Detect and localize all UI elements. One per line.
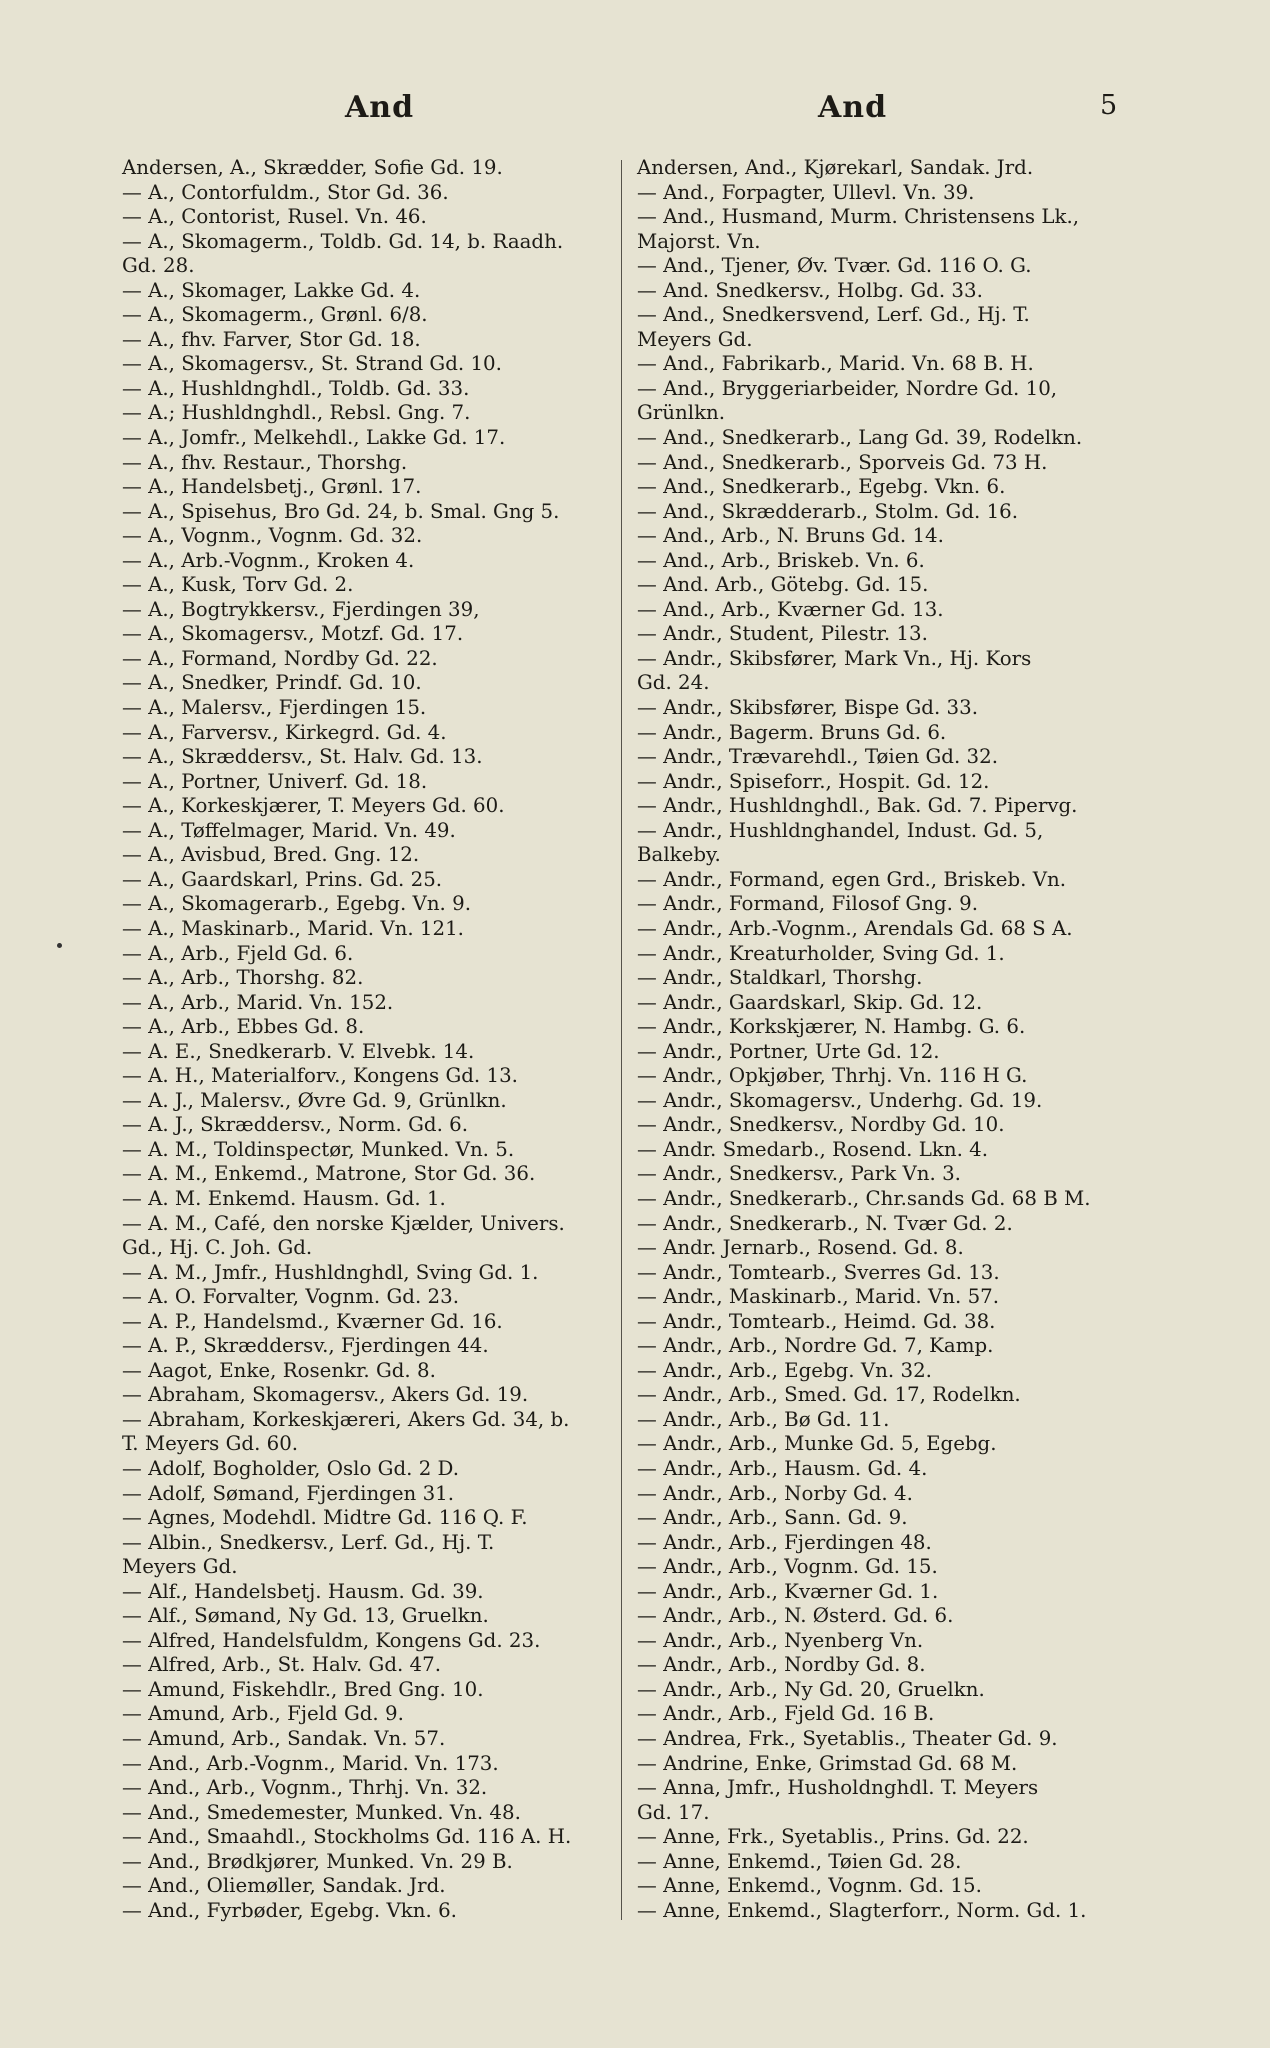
page-number: 5 bbox=[1100, 90, 1119, 121]
directory-entry-line: Majorst. Vn. bbox=[637, 229, 761, 253]
directory-entry-line: — A., Portner, Univerf. Gd. 18. bbox=[122, 769, 428, 793]
directory-entry-line: — A., Contorfuldm., Stor Gd. 36. bbox=[122, 180, 449, 204]
directory-entry-line: — Andr., Arb., Nordby Gd. 8. bbox=[637, 1653, 926, 1677]
directory-entry-line: — Andr., Snedkersv., Park Vn. 3. bbox=[637, 1162, 961, 1186]
directory-entry-line: — A. M., Café, den norske Kjælder, Univers. bbox=[122, 1211, 565, 1235]
directory-entry-line: — Anne, Enkemd., Tøien Gd. 28. bbox=[637, 1849, 962, 1873]
directory-entry-line: — A., Spisehus, Bro Gd. 24, b. Smal. Gng 5. bbox=[122, 499, 560, 523]
directory-entry-line: — Andr., Kreaturholder, Sving Gd. 1. bbox=[637, 941, 1005, 965]
directory-entry-line: — Anne, Enkemd., Slagterforr., Norm. Gd. 1. bbox=[637, 1898, 1087, 1922]
directory-entry-line: — A. O. Forvalter, Vognm. Gd. 23. bbox=[122, 1285, 459, 1309]
directory-entry-line: — Andr., Korkskjærer, N. Hambg. G. 6. bbox=[637, 1015, 1026, 1039]
directory-entry-line: — A. J., Malersv., Øvre Gd. 9, Grünlkn. bbox=[122, 1088, 507, 1112]
directory-entry-line: — A., Tøffelmager, Marid. Vn. 49. bbox=[122, 818, 456, 842]
directory-entry-line: — Andrea, Frk., Syetablis., Theater Gd. 9. bbox=[637, 1727, 1058, 1750]
directory-entry-line: Balkeby. bbox=[637, 843, 721, 867]
directory-entry-line: — A., Bogtrykkersv., Fjerdingen 39, bbox=[122, 597, 480, 621]
directory-entry-line: — Andr., Arb., Munke Gd. 5, Egebg. bbox=[637, 1432, 997, 1456]
directory-entry-line: — Amund, Fiskehdlr., Bred Gng. 10. bbox=[122, 1677, 484, 1701]
directory-entry-line: — And., Fyrbøder, Egebg. Vkn. 6. bbox=[122, 1898, 457, 1922]
directory-entry-line: — Andr., Staldkarl, Thorshg. bbox=[637, 966, 923, 990]
right-column bbox=[637, 156, 1142, 1923]
directory-entry-line: — A.; Hushldnghdl., Rebsl. Gng. 7. bbox=[122, 401, 471, 425]
directory-entry-line: — Alfred, Handelsfuldm, Kongens Gd. 23. bbox=[122, 1628, 541, 1652]
column-divider bbox=[621, 160, 622, 1920]
directory-entry-line: — Adolf, Sømand, Fjerdingen 31. bbox=[122, 1481, 455, 1505]
directory-entry-line: — A., Avisbud, Bred. Gng. 12. bbox=[122, 843, 420, 867]
directory-entry-line: — Andr., Arb., Nyenberg Vn. bbox=[637, 1628, 924, 1652]
directory-entry-line: — A., Skomager, Lakke Gd. 4. bbox=[122, 278, 421, 302]
directory-entry-line: — Andr., Arb., Kværner Gd. 1. bbox=[637, 1579, 939, 1603]
directory-entry-line: — And., Oliemøller, Sandak. Jrd. bbox=[122, 1874, 446, 1898]
directory-entry-line: — Andr., Arb., Egebg. Vn. 32. bbox=[637, 1358, 932, 1382]
directory-entry-line: — And., Snedkerarb., Lang Gd. 39, Rodelkn. bbox=[637, 426, 1083, 450]
directory-entry-line: — Andr., Snedkerarb., N. Tvær Gd. 2. bbox=[637, 1211, 1013, 1235]
directory-entry-line: — Andr., Tomtearb., Sverres Gd. 13. bbox=[637, 1260, 1000, 1284]
directory-entry-line: — Albin., Snedkersv., Lerf. Gd., Hj. T. bbox=[122, 1530, 495, 1554]
directory-entry-line: — And., Forpagter, Ullevl. Vn. 39. bbox=[637, 180, 975, 204]
directory-entry-line: — Andr., Snedkerarb., Chr.sands Gd. 68 B M. bbox=[637, 1186, 1091, 1210]
directory-entry-line: — And., Brødkjører, Munked. Vn. 29 B. bbox=[122, 1849, 513, 1873]
directory-entry-line: — Andr., Hushldnghandel, Indust. Gd. 5, bbox=[637, 818, 1044, 842]
running-head-left: And bbox=[345, 90, 415, 125]
directory-entry-line: — Andr., Arb., Fjeld Gd. 16 B. bbox=[637, 1702, 935, 1726]
directory-entry-line: — A., Farversv., Kirkegrd. Gd. 4. bbox=[122, 720, 447, 744]
directory-entry-line: Andersen, A., Skrædder, Sofie Gd. 19. bbox=[122, 156, 503, 179]
directory-entry-line: — Andr., Arb., Hausm. Gd. 4. bbox=[637, 1456, 928, 1480]
directory-entry-line: Gd. 17. bbox=[637, 1800, 710, 1824]
directory-entry-line: — A., Skomagersv., Motzf. Gd. 17. bbox=[122, 622, 464, 646]
directory-entry-line: — And. Arb., Götebg. Gd. 15. bbox=[637, 573, 929, 597]
directory-entry-line: — And., Smedemester, Munked. Vn. 48. bbox=[122, 1800, 521, 1824]
directory-entry-line: — A., fhv. Restaur., Thorshg. bbox=[122, 450, 408, 474]
directory-entry-line: — And., Tjener, Øv. Tvær. Gd. 116 O. G. bbox=[637, 254, 1032, 278]
directory-entry-line: — Anne, Frk., Syetablis., Prins. Gd. 22. bbox=[637, 1825, 1029, 1849]
directory-entry-line: Gd. 28. bbox=[122, 254, 195, 278]
directory-entry-line: — Andr., Formand, egen Grd., Briskeb. Vn. bbox=[637, 867, 1067, 891]
directory-entry-line: — A., Arb., Ebbes Gd. 8. bbox=[122, 1015, 365, 1039]
directory-entry-line: — And., Snedkerarb., Sporveis Gd. 73 H. bbox=[637, 450, 1048, 474]
directory-entry-line: — And., Snedkersvend, Lerf. Gd., Hj. T. bbox=[637, 303, 1030, 327]
directory-entry-line: — A. H., Materialforv., Kongens Gd. 13. bbox=[122, 1064, 518, 1088]
directory-entry-line: — A., Handelsbetj., Grønl. 17. bbox=[122, 475, 422, 499]
directory-entry-line: — Andr., Arb.-Vognm., Arendals Gd. 68 S A. bbox=[637, 916, 1073, 940]
directory-entry-line: — And., Arb., N. Bruns Gd. 14. bbox=[637, 524, 944, 548]
directory-entry-line: — Andr., Skibsfører, Mark Vn., Hj. Kors bbox=[637, 646, 1032, 670]
directory-entry-line: — Amund, Arb., Fjeld Gd. 9. bbox=[122, 1702, 404, 1726]
directory-entry-line: — And., Fabrikarb., Marid. Vn. 68 B. H. bbox=[637, 352, 1034, 376]
directory-entry-line: — A. M., Jmfr., Hushldnghdl, Sving Gd. 1. bbox=[122, 1260, 539, 1284]
directory-entry-line: — A., Skomagerm., Toldb. Gd. 14, b. Raadh. bbox=[122, 229, 564, 253]
directory-entry-line: — A. M., Toldinspectør, Munked. Vn. 5. bbox=[122, 1137, 515, 1161]
directory-entry-line: Grünlkn. bbox=[637, 401, 726, 425]
directory-entry-line: — Abraham, Skomagersv., Akers Gd. 19. bbox=[122, 1383, 529, 1407]
directory-entry-line: — A., Gaardskarl, Prins. Gd. 25. bbox=[122, 867, 443, 891]
directory-entry-line: — Andrine, Enke, Grimstad Gd. 68 M. bbox=[637, 1751, 1018, 1775]
directory-entry-line: — A., Kusk, Torv Gd. 2. bbox=[122, 573, 354, 597]
directory-entry-line: — Andr., Opkjøber, Thrhj. Vn. 116 H G. bbox=[637, 1064, 1028, 1088]
directory-entry-line: — Amund, Arb., Sandak. Vn. 57. bbox=[122, 1727, 446, 1750]
directory-entry-line: — Anne, Enkemd., Vognm. Gd. 15. bbox=[637, 1874, 982, 1898]
directory-entry-line: — Andr., Skomagersv., Underhg. Gd. 19. bbox=[637, 1088, 1043, 1112]
directory-entry-line: — Andr., Arb., Sann. Gd. 9. bbox=[637, 1506, 908, 1530]
directory-entry-line: Gd. 24. bbox=[637, 671, 710, 695]
directory-entry-line: Gd., Hj. C. Joh. Gd. bbox=[122, 1236, 313, 1260]
directory-entry-line: — A., Hushldnghdl., Toldb. Gd. 33. bbox=[122, 376, 470, 400]
directory-entry-line: — Adolf, Bogholder, Oslo Gd. 2 D. bbox=[122, 1456, 460, 1480]
directory-entry-line: — A., Snedker, Prindf. Gd. 10. bbox=[122, 671, 422, 695]
directory-entry-line: — And., Snedkerarb., Egebg. Vkn. 6. bbox=[637, 475, 1006, 499]
directory-entry-line: Meyers Gd. bbox=[122, 1555, 238, 1579]
directory-entry-line: — A. P., Skræddersv., Fjerdingen 44. bbox=[122, 1334, 489, 1358]
directory-entry-line: — And., Smaahdl., Stockholms Gd. 116 A. H. bbox=[122, 1825, 572, 1849]
directory-entry-line: — A. P., Handelsmd., Kværner Gd. 16. bbox=[122, 1309, 503, 1333]
directory-entry-line: — A. M., Enkemd., Matrone, Stor Gd. 36. bbox=[122, 1162, 536, 1186]
directory-entry-line: Andersen, And., Kjørekarl, Sandak. Jrd. bbox=[637, 156, 1034, 179]
directory-entry-line: — Andr., Bagerm. Bruns Gd. 6. bbox=[637, 720, 947, 744]
directory-entry-line: — A., Malersv., Fjerdingen 15. bbox=[122, 696, 427, 720]
directory-entry-line: — A., Skomagerarb., Egebg. Vn. 9. bbox=[122, 892, 472, 916]
directory-entry-line: — Alf., Sømand, Ny Gd. 13, Gruelkn. bbox=[122, 1604, 489, 1628]
directory-entry-line: — And., Arb., Briskeb. Vn. 6. bbox=[637, 548, 925, 572]
directory-entry-line: — And. Snedkersv., Holbg. Gd. 33. bbox=[637, 278, 983, 302]
directory-entry-line: — Alf., Handelsbetj. Hausm. Gd. 39. bbox=[122, 1579, 484, 1603]
directory-entry-line: — Anna, Jmfr., Husholdnghdl. T. Meyers bbox=[637, 1776, 1039, 1800]
directory-entry-line: — Andr., Arb., Bø Gd. 11. bbox=[637, 1407, 890, 1431]
directory-entry-line: — And., Bryggeriarbeider, Nordre Gd. 10, bbox=[637, 376, 1058, 400]
directory-entry-line: — And., Arb.-Vognm., Marid. Vn. 173. bbox=[122, 1751, 499, 1775]
directory-entry-line: — A., Contorist, Rusel. Vn. 46. bbox=[122, 205, 427, 229]
directory-entry-line: — Andr., Tomtearb., Heimd. Gd. 38. bbox=[637, 1309, 996, 1333]
directory-entry-line: — Andr., Spiseforr., Hospit. Gd. 12. bbox=[637, 769, 990, 793]
directory-entry-line: — Alfred, Arb., St. Halv. Gd. 47. bbox=[122, 1653, 442, 1677]
directory-entry-line: — Andr., Student, Pilestr. 13. bbox=[637, 622, 928, 646]
directory-entry-line: — Aagot, Enke, Rosenkr. Gd. 8. bbox=[122, 1358, 436, 1382]
left-column bbox=[122, 156, 627, 1923]
directory-entry-line: — A., Vognm., Vognm. Gd. 32. bbox=[122, 524, 423, 548]
directory-entry-line: — Andr. Smedarb., Rosend. Lkn. 4. bbox=[637, 1137, 989, 1161]
directory-entry-line: — A., Skræddersv., St. Halv. Gd. 13. bbox=[122, 745, 483, 769]
directory-entry-line: — Andr., Snedkersv., Nordby Gd. 10. bbox=[637, 1113, 1005, 1137]
directory-entry-line: — Agnes, Modehdl. Midtre Gd. 116 Q. F. bbox=[122, 1506, 528, 1530]
directory-entry-line: — And., Husmand, Murm. Christensens Lk., bbox=[637, 205, 1080, 229]
directory-entry-line: — Abraham, Korkeskjæreri, Akers Gd. 34, b. bbox=[122, 1407, 570, 1431]
directory-entry-line: — And., Skrædderarb., Stolm. Gd. 16. bbox=[637, 499, 1019, 523]
directory-entry-line: — And., Arb., Kværner Gd. 13. bbox=[637, 597, 944, 621]
directory-entry-line: — Andr., Arb., Nordre Gd. 7, Kamp. bbox=[637, 1334, 994, 1358]
directory-entry-line: — Andr., Arb., Vognm. Gd. 15. bbox=[637, 1555, 938, 1579]
running-head-right: And bbox=[818, 90, 888, 125]
directory-entry-line: — A., Arb., Thorshg. 82. bbox=[122, 966, 364, 990]
directory-entry-line: Meyers Gd. bbox=[637, 327, 753, 351]
directory-entry-line: — A., Maskinarb., Marid. Vn. 121. bbox=[122, 916, 464, 940]
directory-entry-line: — Andr., Arb., Fjerdingen 48. bbox=[637, 1530, 932, 1554]
directory-entry-line: — Andr. Jernarb., Rosend. Gd. 8. bbox=[637, 1236, 964, 1260]
directory-entry-line: — Andr., Arb., Smed. Gd. 17, Rodelkn. bbox=[637, 1383, 1021, 1407]
directory-entry-line: — A. M. Enkemd. Hausm. Gd. 1. bbox=[122, 1186, 446, 1210]
directory-entry-line: — Andr., Portner, Urte Gd. 12. bbox=[637, 1039, 940, 1063]
directory-entry-line: — Andr., Trævarehdl., Tøien Gd. 32. bbox=[637, 745, 998, 769]
directory-entry-line: — A. J., Skræddersv., Norm. Gd. 6. bbox=[122, 1113, 469, 1137]
directory-entry-line: — A., Arb., Marid. Vn. 152. bbox=[122, 990, 394, 1014]
directory-entry-line: T. Meyers Gd. 60. bbox=[122, 1432, 299, 1456]
directory-entry-line: — Andr., Maskinarb., Marid. Vn. 57. bbox=[637, 1285, 1000, 1309]
directory-entry-line: — A. E., Snedkerarb. V. Elvebk. 14. bbox=[122, 1039, 475, 1063]
directory-entry-line: — A., Arb.-Vognm., Kroken 4. bbox=[122, 548, 415, 572]
directory-entry-line: — A., Formand, Nordby Gd. 22. bbox=[122, 646, 438, 670]
directory-entry-line: — A., fhv. Farver, Stor Gd. 18. bbox=[122, 327, 421, 351]
directory-entry-line: — Andr., Arb., N. Østerd. Gd. 6. bbox=[637, 1604, 954, 1628]
directory-entry-line: — And., Arb., Vognm., Thrhj. Vn. 32. bbox=[122, 1776, 488, 1800]
directory-entry-line: — Andr., Arb., Norby Gd. 4. bbox=[637, 1481, 913, 1505]
directory-entry-line: — Andr., Skibsfører, Bispe Gd. 33. bbox=[637, 696, 979, 720]
directory-entry-line: — A., Skomagersv., St. Strand Gd. 10. bbox=[122, 352, 502, 376]
directory-entry-line: — A., Arb., Fjeld Gd. 6. bbox=[122, 941, 354, 965]
directory-entry-line: — A., Jomfr., Melkehdl., Lakke Gd. 17. bbox=[122, 426, 506, 450]
directory-entry-line: — Andr., Gaardskarl, Skip. Gd. 12. bbox=[637, 990, 983, 1014]
directory-entry-line: — Andr., Formand, Filosof Gng. 9. bbox=[637, 892, 979, 916]
directory-entry-line: — Andr., Arb., Ny Gd. 20, Gruelkn. bbox=[637, 1677, 985, 1701]
directory-entry-line: — A., Skomagerm., Grønl. 6/8. bbox=[122, 303, 428, 327]
directory-entry-line: — Andr., Hushldnghdl., Bak. Gd. 7. Pipervg. bbox=[637, 794, 1078, 818]
directory-entry-line: — A., Korkeskjærer, T. Meyers Gd. 60. bbox=[122, 794, 505, 818]
paper-speck bbox=[57, 943, 62, 948]
